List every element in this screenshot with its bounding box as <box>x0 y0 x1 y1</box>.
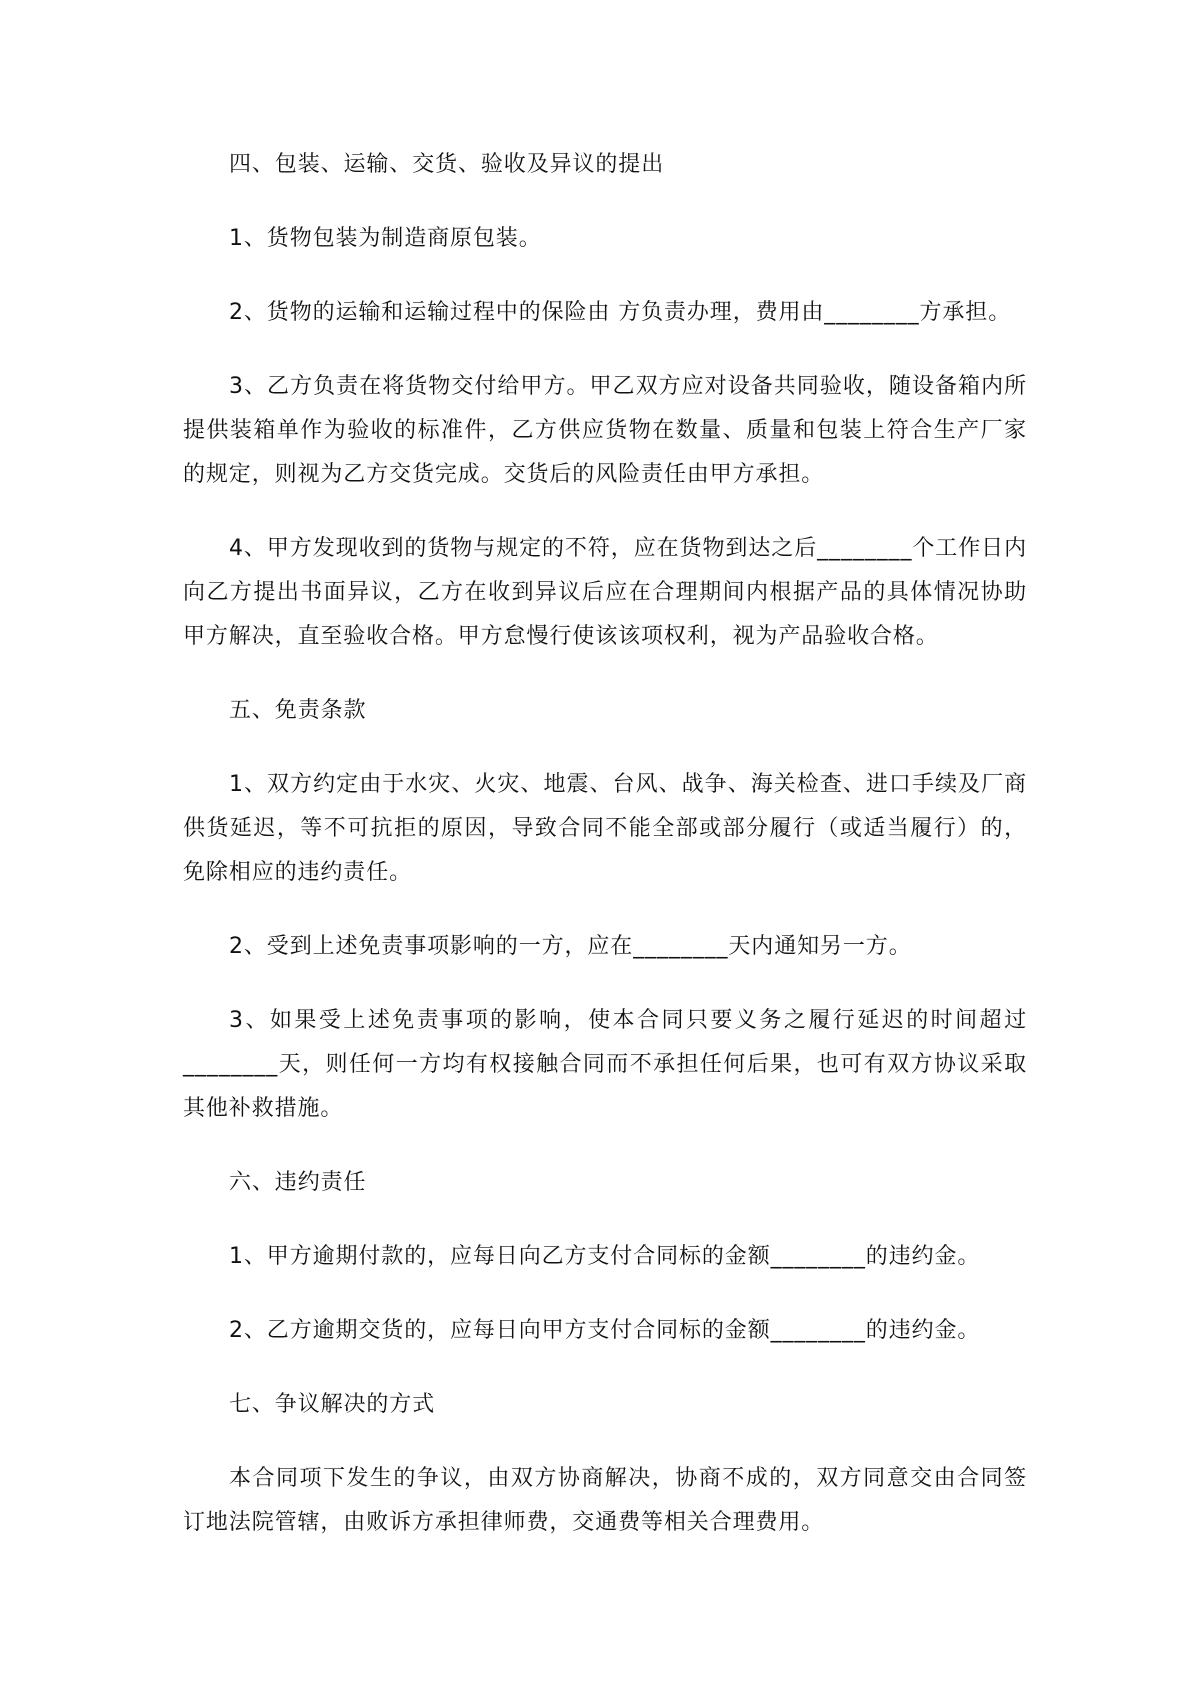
section-heading-liability: 六、违约责任 <box>229 1170 367 1195</box>
clause-delivery-acceptance: 3、乙方负责在将货物交付给甲方。甲乙双方应对设备共同验收，随设备箱内所提供装箱单作为验收的标准件，乙方供应货物在数量、质量和包装上符合生产厂家的规定，则视为乙方交货完成。交货后的风险责任由甲方承担。 <box>183 374 1027 487</box>
clause-objection: 4、甲方发现收到的货物与规定的不符，应在货物到达之后________个工作日内向乙方提出书面异议，乙方在收到异议后应在合理期间内根据产品的具体情况协助甲方解决，直至验收合格。甲方怠慢行使该该项权利，视为产品验收合格。 <box>183 536 1027 649</box>
document-body <box>183 143 1027 1545</box>
clause-transport-insurance: 2、货物的运输和运输过程中的保险由 方负责办理，费用由________方承担。 <box>229 300 1012 325</box>
clause-delay-termination: 3、如果受上述免责事项的影响，使本合同只要义务之履行延迟的时间超过________天，则任何一方均有权接触合同而不承担任何后果，也可有双方协议采取其他补救措施。 <box>183 1008 1027 1121</box>
clause-late-delivery: 2、乙方逾期交货的，应每日向甲方支付合同标的金额________的违约金。 <box>229 1318 981 1343</box>
clause-packaging: 1、货物包装为制造商原包装。 <box>229 226 542 251</box>
clause-late-payment: 1、甲方逾期付款的，应每日向乙方支付合同标的金额________的违约金。 <box>229 1244 981 1269</box>
section-heading-dispute: 七、争议解决的方式 <box>229 1392 436 1417</box>
section-heading-exemption: 五、免责条款 <box>229 698 367 723</box>
clause-dispute-resolution: 本合同项下发生的争议，由双方协商解决，协商不成的，双方同意交由合同签订地法院管辖，由败诉方承担律师费，交通费等相关合理费用。 <box>183 1466 1027 1535</box>
clause-force-majeure: 1、双方约定由于水灾、火灾、地震、台风、战争、海关检查、进口手续及厂商供货延迟，等不可抗拒的原因，导致合同不能全部或部分履行（或适当履行）的，免除相应的违约责任。 <box>183 772 1027 885</box>
section-heading-packaging-delivery: 四、包装、运输、交货、验收及异议的提出 <box>229 152 665 177</box>
clause-notice-period: 2、受到上述免责事项影响的一方，应在________天内通知另一方。 <box>229 934 912 959</box>
